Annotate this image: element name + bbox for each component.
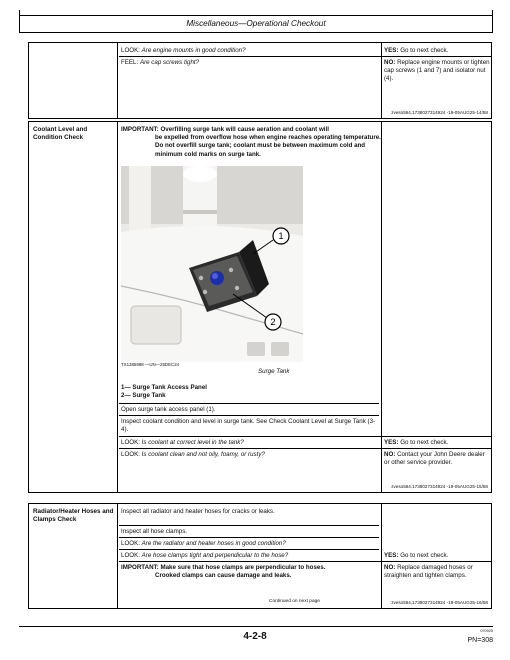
feel-row: FEEL: Are cap screws tight? — [121, 59, 200, 66]
step-open-panel: Open surge tank access panel (1). — [121, 406, 216, 413]
header-rule-right — [492, 10, 493, 33]
row-divider — [119, 436, 491, 437]
look-result: YES: Go to next check. — [384, 47, 449, 54]
clamps-result-yes: YES: Go to next check. — [384, 552, 449, 559]
header-title: Miscellaneous—Operational Checkout — [186, 19, 326, 28]
reference-code: zveso564,1738027314924 -19-05AUG25-14/58 — [391, 110, 488, 115]
result-column — [381, 504, 382, 608]
look-row-condition: LOOK: Is coolant clean and not oily, foamy, or rusty? — [121, 451, 265, 458]
section-heading: Radiator/Heater Hoses and Clamps Check — [33, 508, 114, 523]
row-divider — [119, 537, 379, 538]
coolant-check-section — [28, 121, 492, 493]
step-inspect-coolant: Inspect coolant condition and level in surge tank. See Check Coolant Level at Surge Tank (3-4). — [121, 418, 376, 434]
inspect-clamps-step: Inspect all hose clamps. — [121, 528, 188, 535]
engine-mounts-section — [28, 42, 492, 119]
callout-1: 1 — [278, 231, 284, 241]
section-heading-column — [29, 122, 118, 492]
row-divider — [119, 403, 379, 404]
level-result: YES: Go to next check. — [384, 439, 449, 446]
running-header — [19, 15, 493, 33]
hoses-clamps-section — [28, 503, 492, 609]
section-heading: Coolant Level and Condition Check — [33, 126, 88, 141]
page-pn: PN=308 — [467, 637, 493, 644]
section-heading-column — [29, 43, 118, 118]
page-number: 4-2-8 — [243, 631, 267, 642]
row-divider — [119, 448, 491, 449]
result-column — [381, 43, 382, 118]
row-divider — [119, 525, 379, 526]
look-row: LOOK: Are engine mounts in good condition? — [121, 47, 246, 54]
condition-result: NO: Contact your John Deere dealer or other service provider. — [384, 451, 485, 467]
look-row-level: LOOK: Is coolant at correct level in the tank? — [121, 439, 244, 446]
feel-result: NO: Replace engine mounts or tighten cap screws (1 and 7) and isolator nut (4). — [384, 59, 490, 83]
footer-code: 070925 — [480, 629, 493, 633]
important-notice: IMPORTANT: Overfilling surge tank will cause aeration and coolant will be expelled from overflow hose when engine reaches operating temperature. Do not overfill surge tank; coolant must be between maximum cold and minimum cold marks on surge tank. — [121, 126, 381, 158]
figure-code: TX1385988 —UN—25DEC24 — [121, 362, 180, 367]
row-divider — [119, 549, 379, 550]
clamps-result-no: NO: Replace damaged hoses or straighten and tighten clamps. — [384, 564, 473, 580]
look-row-hoses: LOOK: Are the radiator and heater hoses in good condition? — [121, 540, 286, 547]
inspect-hoses-step: Inspect all radiator and heater hoses for cracks or leaks. — [121, 508, 275, 515]
reference-code: zveso564,1738027314924 -19-05AUG25-15/58 — [391, 484, 488, 489]
look-row-clamps: LOOK: Are hose clamps tight and perpendicular to the hose? — [121, 552, 289, 559]
row-divider — [119, 56, 491, 57]
row-divider — [119, 561, 491, 562]
figure-title: Surge Tank — [258, 368, 290, 375]
footer-rule — [19, 626, 493, 627]
callout-2: 2 — [270, 317, 276, 327]
continued-note: Continued on next page — [269, 599, 320, 604]
important-notice: IMPORTANT: Make sure that hose clamps are perpendicular to hoses. Crooked clamps can cause damage and leaks. — [121, 564, 326, 580]
surge-tank-photo — [121, 166, 303, 362]
row-divider — [119, 415, 379, 416]
figure-legend: 1— Surge Tank Access Panel 2— Surge Tank — [121, 384, 207, 400]
reference-code: zveso564,1738027314924 -19-05AUG25-16/58 — [391, 600, 488, 605]
